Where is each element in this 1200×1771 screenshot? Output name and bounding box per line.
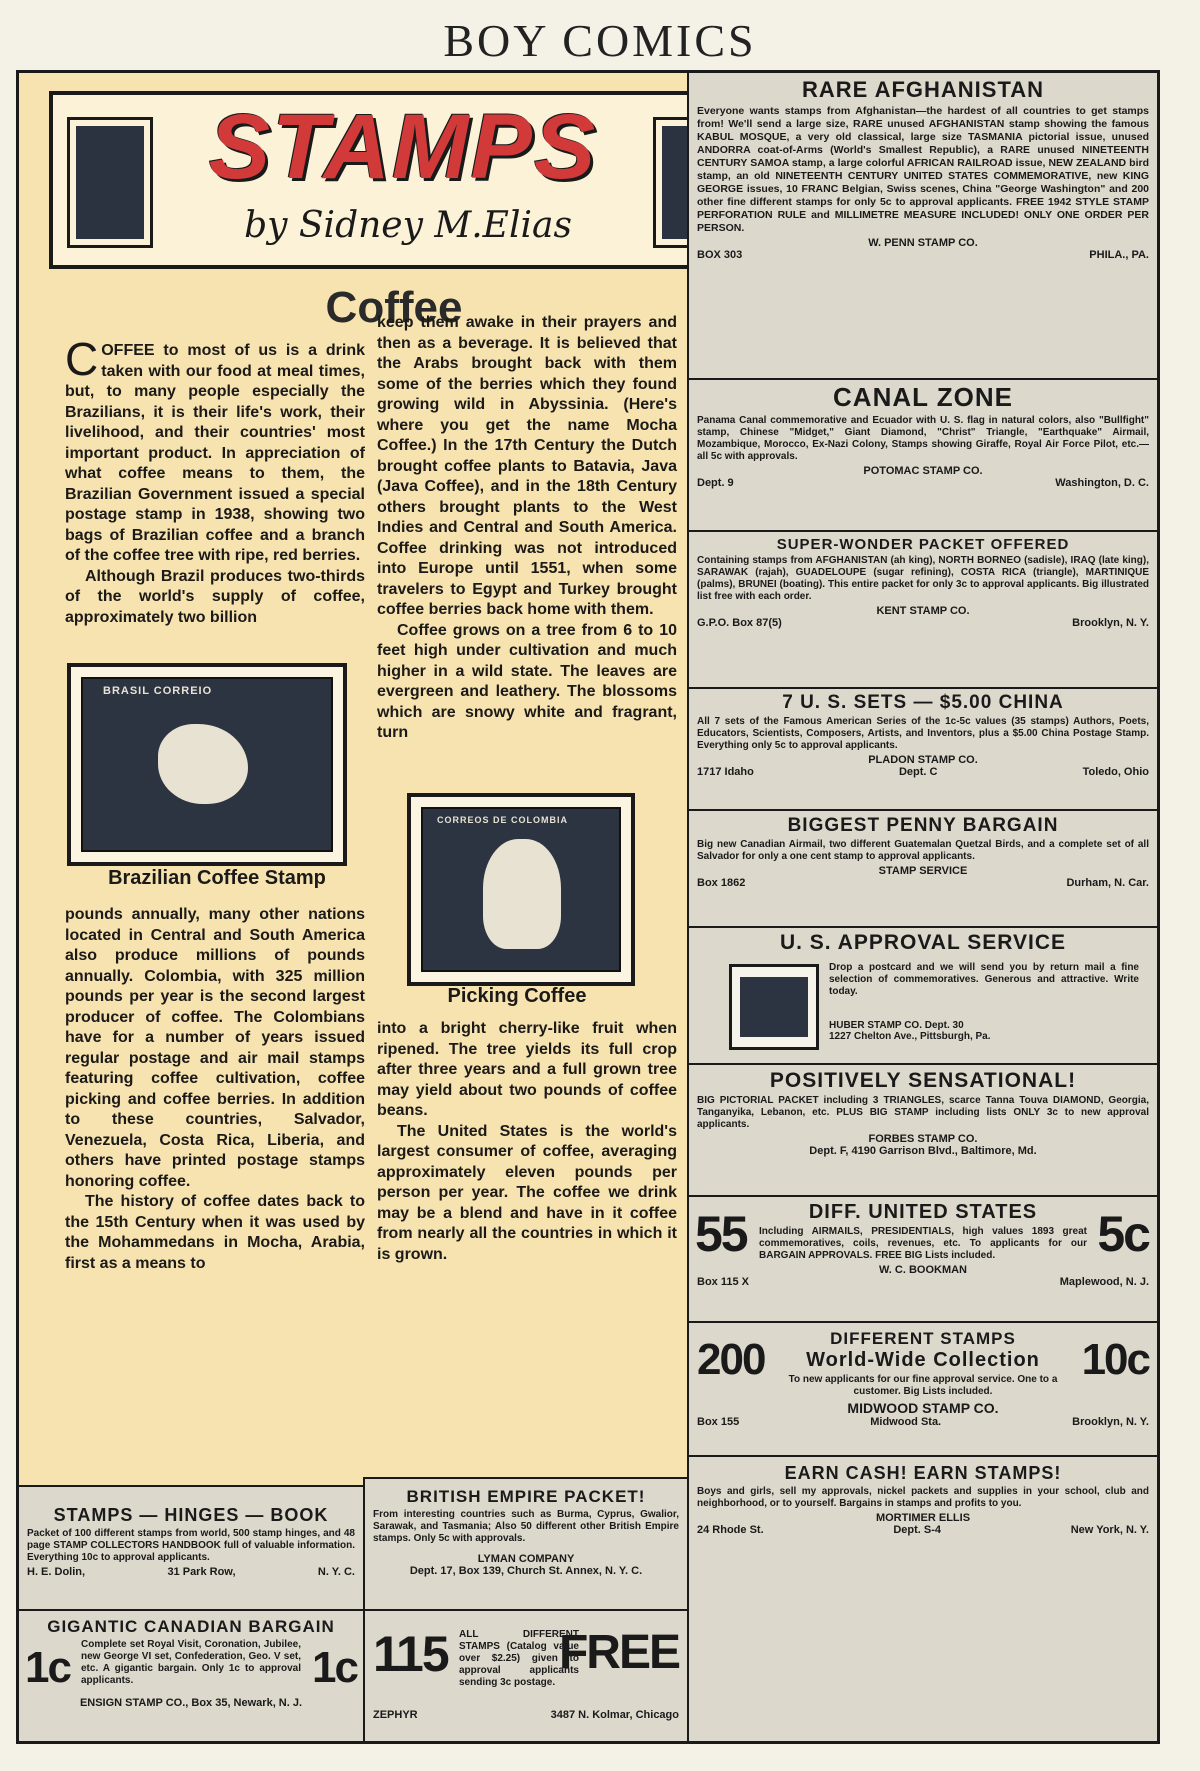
ad-box: Box 1862 <box>697 877 746 889</box>
stamp1-caption: Brazilian Coffee Stamp <box>108 867 326 889</box>
ad-city: Brooklyn, N. Y. <box>1072 1416 1149 1428</box>
ad-price-left: 200 <box>697 1335 765 1384</box>
ad-price-left: 55 <box>695 1206 747 1262</box>
ad-addr: 1227 Chelton Ave., Pittsburgh, Pa. <box>829 1031 991 1042</box>
ad-title: GIGANTIC CANADIAN BARGAIN <box>47 1617 335 1636</box>
article-paragraph: pounds annually, many other nations located in Central and South America also produce millions of pounds annually. Colombia, with 325 million pounds per year is the second largest producer of coffee. The Colombians have for a number of years issued regular postage and air mail stamps featuring coffee cultivation, coffee picking and coffee berries. In addition to these countries, Salvador, Venezuela, Costa Rica, Liberia, and others have printed postage stamps honoring coffee. <box>65 906 365 1190</box>
article-title: Coffee <box>325 283 463 332</box>
ad-title: DIFF. UNITED STATES <box>808 1201 1038 1223</box>
ad-city: Toledo, Ohio <box>1082 766 1149 778</box>
ad-title: BIGGEST PENNY BARGAIN <box>787 815 1059 836</box>
ad-company: MIDWOOD STAMP CO. <box>847 1400 999 1416</box>
article-paragraph: Although Brazil produces two-thirds of the world's supply of coffee, approximately two billion <box>65 567 365 626</box>
ad-body: Containing stamps from AFGHANISTAN (ah king), NORTH BORNEO (sadisle), IRAQ (late king), SARAWAK (rajah), GUADELOUPE (sugar refining), COSTA RICA (triangle), MARTINIQUE (palms), BRUNEI (boating). This entire packet for only 3c to approval applicants. Big illustrated list free with each order. <box>697 555 1149 602</box>
colombia-coffee-stamp-image <box>407 793 635 986</box>
ad-body: Panama Canal commemorative and Ecuador with U. S. flag in natural colors, also "Bullfight" stamp, Chinese "Midget," Giant Diamond, "Christ" Triangle, "Earthquake" Airmail, Mozambique, Morocco, Ex-Nazi Colony, Stamps showing Giraffe, Royal Air Force Pilot, etc.— all 5c with approvals. <box>697 415 1149 462</box>
ad-super-wonder-packet <box>687 530 1159 689</box>
ad-stamps-hinges-book <box>17 1485 365 1611</box>
ad-company: STAMP SERVICE <box>878 865 968 877</box>
ad-title: DIFFERENT STAMPS <box>830 1329 1016 1348</box>
ad-body: Big new Canadian Airmail, two different Guatemalan Quetzal Birds, and a complete set of all Salvador for only a one cent stamp to approval applicants. <box>697 839 1149 862</box>
ad-box: BOX 303 <box>697 249 743 261</box>
ad-canal-zone <box>687 378 1159 532</box>
ad-addr: 31 Park Row, <box>167 1566 236 1578</box>
ad-title: 7 U. S. SETS — $5.00 CHINA <box>782 692 1064 713</box>
ad-box: Box 155 <box>697 1416 740 1428</box>
ad-title: CANAL ZONE <box>833 382 1013 412</box>
ad-city: Maplewood, N. J. <box>1059 1276 1149 1288</box>
ad-addr: Dept. 17, Box 139, Church St. Annex, N. Y. C. <box>409 1565 643 1577</box>
ad-addr: 3487 N. Kolmar, Chicago <box>550 1709 679 1721</box>
ad-company: KENT STAMP CO. <box>876 605 970 617</box>
ad-us-sets <box>687 687 1159 811</box>
header-box <box>49 91 757 269</box>
masthead: BOY COMICS <box>443 15 757 66</box>
ad-city: PHILA., PA. <box>1089 249 1149 261</box>
ad-price-right: 1c <box>312 1643 357 1692</box>
ad-addr: Midwood Sta. <box>870 1416 942 1428</box>
ad-city: New York, N. Y. <box>1070 1524 1149 1536</box>
ad-price-right: FREE <box>558 1626 679 1679</box>
ad-title: BRITISH EMPIRE PACKET! <box>406 1487 646 1506</box>
ad-addr: 1717 Idaho <box>697 766 754 778</box>
drop-cap: C <box>65 333 99 385</box>
ad-title: U. S. APPROVAL SERVICE <box>779 931 1067 954</box>
ad-price-left: 115 <box>373 1626 448 1682</box>
brazil-coffee-stamp-image <box>67 663 347 866</box>
ad-body: Packet of 100 different stamps from world, 500 stamp hinges, and 48 page STAMP COLLECTORS HANDBOOK full of valuable information. Everything 10c to approval applicants. <box>27 1528 355 1563</box>
ad-price-right: 10c <box>1081 1335 1149 1384</box>
ad-company: H. E. Dolin, <box>27 1566 86 1578</box>
ad-earn-cash <box>687 1455 1159 1743</box>
ad-price-right: 5c <box>1097 1206 1149 1262</box>
article-col2-top <box>377 313 677 744</box>
article-col2-bottom <box>377 1019 677 1265</box>
ad-title: EARN CASH! EARN STAMPS! <box>784 1463 1062 1483</box>
article-col1-bottom <box>65 905 365 1274</box>
ad-dept: Dept. 30 <box>924 1020 964 1031</box>
ad-gigantic-canadian-bargain <box>17 1609 365 1743</box>
ad-box: G.P.O. Box 87(5) <box>697 617 782 629</box>
ad-price-left: 1c <box>25 1643 70 1692</box>
ad-dept: Dept. 9 <box>697 477 734 489</box>
ad-55-diff-united-states <box>687 1195 1159 1323</box>
ad-body: Drop a postcard and we will send you by return mail a fine selection of commemoratives. Generous and attractive. Write today. <box>829 962 1139 997</box>
ad-body: Including AIRMAILS, PRESIDENTIALS, high values 1893 great commemoratives, coils, revenues, etc. To applicants for our BARGAIN APPROVALS. FREE BIG Lists included. <box>759 1226 1087 1261</box>
ad-title: SUPER-WONDER PACKET OFFERED <box>776 536 1070 553</box>
ad-company: FORBES STAMP CO. <box>868 1133 978 1145</box>
article-paragraph: The United States is the world's largest consumer of coffee, averaging approximately eleven pounds per person per year. The coffee we drink may be a blend and have in it coffee from nearly all the countries in which it is grown. <box>377 1122 677 1263</box>
ad-title: STAMPS — HINGES — BOOK <box>53 1505 329 1525</box>
ad-addr: 24 Rhode St. <box>697 1524 764 1536</box>
ad-company: PLADON STAMP CO. <box>868 754 978 766</box>
ad-city: Washington, D. C. <box>1055 477 1149 489</box>
ad-body: All 7 sets of the Famous American Series of the 1c-5c values (35 stamps) Authors, Poets, Educators, Scientists, Composers, Artists, and Inventors, plus a $5.00 China Postage Stamp. Everything only 5c to approval applicants. <box>697 716 1149 751</box>
ad-company: LYMAN COMPANY <box>477 1553 575 1565</box>
ad-dept: Dept. S-4 <box>893 1524 942 1536</box>
ad-subtitle: World-Wide Collection <box>806 1349 1040 1371</box>
stamp2-caption: Picking Coffee <box>447 985 587 1007</box>
ad-us-approval-service <box>687 926 1159 1065</box>
ad-company: W. PENN STAMP CO. <box>868 237 978 249</box>
ad-200-different-stamps <box>687 1321 1159 1457</box>
byline: by Sidney M.Elias <box>244 205 572 246</box>
article-paragraph: keep them awake in their prayers and then as a beverage. It is believed that the Arabs brought back with them some of the berries which they found growing wild in Abyssinia. (Here's where you get the name Mocha Coffee.) In the 17th Century the Dutch brought coffee plants to Batavia, Java (Java Coffee), and in the 18th Century others brought plants to the West Indies and Central and South America. Coffee drinking was not introduced into Europe until 1551, when some travelers to Egypt and Turkey brought coffee berries back home with them. <box>377 314 677 618</box>
stamp-label: BRASIL CORREIO <box>103 685 213 697</box>
ad-body: BIG PICTORIAL PACKET including 3 TRIANGLES, scarce Tanna Touva DIAMOND, Georgia, Tanganyika, Lebanon, etc. PLUS BIG STAMP including lists ONLY 3c to new approval applicants. <box>697 1095 1149 1130</box>
ad-positively-sensational <box>687 1063 1159 1197</box>
ad-body: Complete set Royal Visit, Coronation, Jubilee, new George VI set, Confederation, Geo. V set, etc. A gigantic bargain. Only 1c to approval applicants. <box>81 1639 301 1686</box>
ad-city: N. Y. C. <box>317 1566 355 1578</box>
ad-company: ENSIGN STAMP CO., Box 35, Newark, N. J. <box>79 1697 303 1709</box>
article-paragraph: COFFEE to most of us is a drink taken with our food at meal times, but, to many people especially the Brazilians, it is their life's work, their livelihood, and their countries' most important product. In appreciation of what coffee means to them, the Brazilian Government issued a special postage stamp in 1938, showing two bags of Brazilian coffee and a branch of the coffee tree with ripe, red berries. <box>65 333 365 564</box>
ad-company: HUBER STAMP CO. <box>829 1020 922 1031</box>
header-stamp-left <box>67 117 153 248</box>
article-paragraph: The history of coffee dates back to the 15th Century when it was used by the Mohammedans in Mocha, Arabia, first as a means to <box>65 1193 365 1272</box>
ad-box: Box 115 X <box>697 1276 749 1288</box>
ad-rare-afghanistan <box>687 71 1159 380</box>
ad-city: Brooklyn, N. Y. <box>1072 617 1149 629</box>
ad-company: MORTIMER ELLIS <box>875 1512 971 1524</box>
ad-body: Everyone wants stamps from Afghanistan—the hardest of all countries to get stamps from! We'll send a large size, RARE unused AFGHANISTAN stamp showing the famous KABUL MOSQUE, a very old classical, large size TASMANIA pictorial issue, unused ANDORRA coat-of-Arms (World's Smallest Republic), a RARE unused NINETEENTH CENTURY SAMOA stamp, a large colorful AFRICAN RAILROAD issue, NEW ZEALAND bird stamp, an old NINETEENTH CENTURY UNITED STATES COMMEMORATIVE, new KING GEORGE issues, 10 FRANC Belgian, Swiss scenes, China "George Washington" and 200 other fine different stamps for only 5c to approval applicants. FREE 1942 STYLE STAMP PERFORATION RULE and MILLIMETRE MEASURE INCLUDED! ONLY ONE ORDER PER PERSON. <box>697 105 1149 234</box>
ad-biggest-penny-bargain <box>687 809 1159 928</box>
ad-company: ZEPHYR <box>373 1709 418 1721</box>
ad-addr: Dept. F, 4190 Garrison Blvd., Baltimore, Md. <box>809 1145 1037 1157</box>
airplane-stamp-image <box>729 964 819 1050</box>
ad-body: ALL DIFFERENT STAMPS (Catalog value over $2.25) given to approval applicants sending 3c postage. <box>459 1629 579 1688</box>
ad-company: W. C. BOOKMAN <box>879 1264 967 1276</box>
article-paragraph: Coffee grows on a tree from 6 to 10 feet high under cultivation and much higher in a wild state. The leaves are evergreen and leathery. The blossoms which are snowy white and fragrant, turn <box>377 621 677 741</box>
ad-company: POTOMAC STAMP CO. <box>863 465 983 477</box>
ad-dept: Dept. C <box>898 766 938 778</box>
article-col1-top <box>65 333 365 628</box>
stamps-title: STAMPS <box>208 96 598 198</box>
ad-body: Boys and girls, sell my approvals, nickel packets and supplies in your school, club and neighborhood, or to yourself. Bargains in stamps and profits to you. <box>697 1486 1149 1509</box>
ad-title: POSITIVELY SENSATIONAL! <box>769 1069 1077 1092</box>
ad-title: RARE AFGHANISTAN <box>801 77 1045 102</box>
page-frame <box>16 70 1160 1744</box>
ad-british-empire-packet <box>363 1477 689 1611</box>
stamp-label: CORREOS DE COLOMBIA <box>437 815 569 825</box>
article-paragraph: into a bright cherry-like fruit when ripened. The tree yields its full crop after three years and a full grown tree may yield about two pounds of coffee beans. <box>377 1020 677 1119</box>
ad-city: Durham, N. Car. <box>1066 877 1149 889</box>
ad-body: From interesting countries such as Burma, Cyprus, Gwalior, Sarawak, and Tasmania; Also 50 different other British Empire stamps. Only 5c with approvals. <box>373 1509 679 1544</box>
ad-zephyr-115-free <box>363 1609 689 1743</box>
ad-body: To new applicants for our fine approval service. One to a customer. Big Lists included. <box>788 1374 1058 1397</box>
